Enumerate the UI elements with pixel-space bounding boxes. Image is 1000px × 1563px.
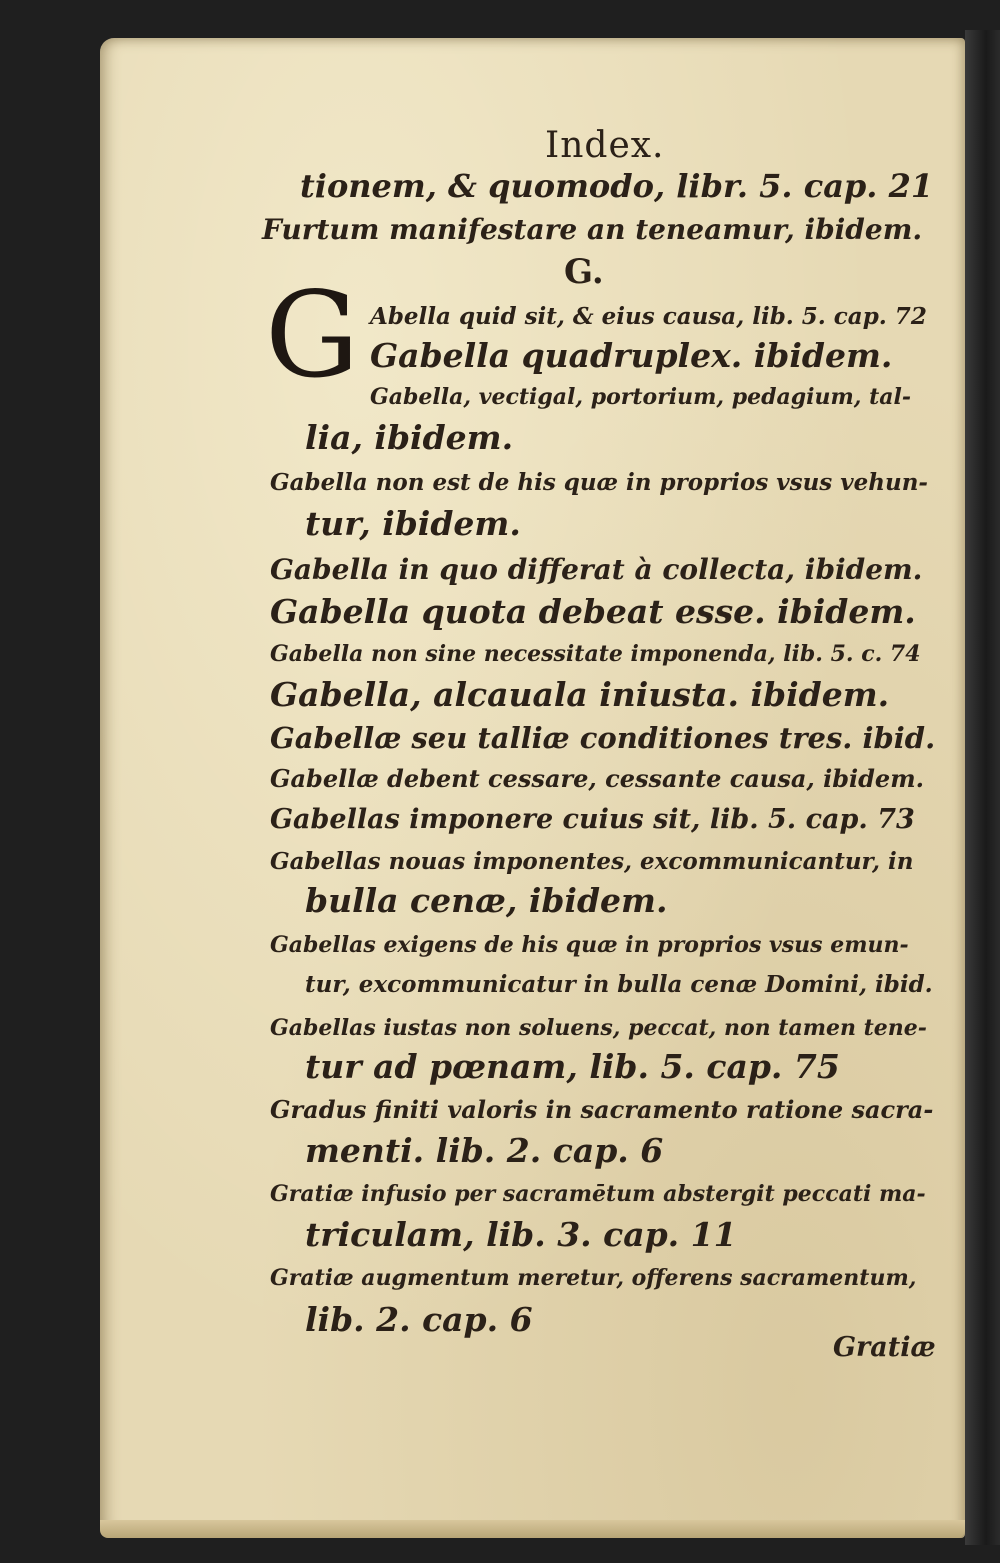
index-line: tur ad pœnam, lib. 5. cap. 75: [305, 1047, 840, 1086]
page-edge: [100, 1520, 965, 1538]
index-line: Gratiæ infusio per sacramētum abstergit peccati ma-: [270, 1181, 926, 1207]
running-header: Index.: [545, 125, 665, 166]
index-line: Gabellas iustas non soluens, peccat, non tamen tene-: [270, 1015, 927, 1041]
index-line: lia, ibidem.: [305, 418, 514, 457]
index-line: Gabella non sine necessitate imponenda, lib. 5. c. 74: [270, 641, 921, 667]
index-line: Gabella, vectigal, portorium, pedagium, tal-: [370, 384, 911, 410]
index-line: Gabellæ seu talliæ conditiones tres. ibid.: [270, 721, 936, 755]
section-letter: G.: [564, 252, 604, 292]
book-spine: [965, 30, 1000, 1545]
index-line: Furtum manifestare an teneamur, ibidem.: [262, 213, 923, 246]
index-line: Gabella in quo differat à collecta, ibidem.: [270, 553, 923, 586]
index-line: Gratiæ augmentum meretur, offerens sacramentum,: [270, 1265, 917, 1291]
index-line: Gabella quota debeat esse. ibidem.: [270, 592, 916, 631]
catchword: Gratiæ: [833, 1332, 936, 1363]
index-line: menti. lib. 2. cap. 6: [305, 1131, 664, 1170]
index-line: tur, excommunicatur in bulla cenæ Domini, ibid.: [305, 971, 933, 998]
index-line: Gabellæ debent cessare, cessante causa, ibidem.: [270, 764, 924, 793]
index-line: triculam, lib. 3. cap. 11: [305, 1215, 737, 1254]
index-line: Gabella, alcauala iniusta. ibidem.: [270, 675, 890, 714]
index-line: tur, ibidem.: [305, 504, 521, 543]
index-line: Gabellas exigens de his quæ in proprios vsus emun-: [270, 932, 909, 958]
index-line: lib. 2. cap. 6: [305, 1300, 533, 1339]
index-line: Gradus finiti valoris in sacramento ratione sacra-: [270, 1095, 934, 1124]
index-line: bulla cenæ, ibidem.: [305, 881, 668, 920]
index-line: Gabellas imponere cuius sit, lib. 5. cap. 73: [270, 804, 915, 835]
index-line: Abella quid sit, & eius causa, lib. 5. cap. 72: [370, 303, 927, 330]
index-line: tionem, & quomodo, libr. 5. cap. 21: [300, 167, 934, 205]
index-line: Gabella non est de his quæ in proprios vsus vehun-: [270, 469, 928, 496]
index-line: Gabella quadruplex. ibidem.: [370, 336, 893, 375]
drop-cap: G: [265, 266, 360, 404]
index-line: Gabellas nouas imponentes, excommunicantur, in: [270, 848, 914, 875]
